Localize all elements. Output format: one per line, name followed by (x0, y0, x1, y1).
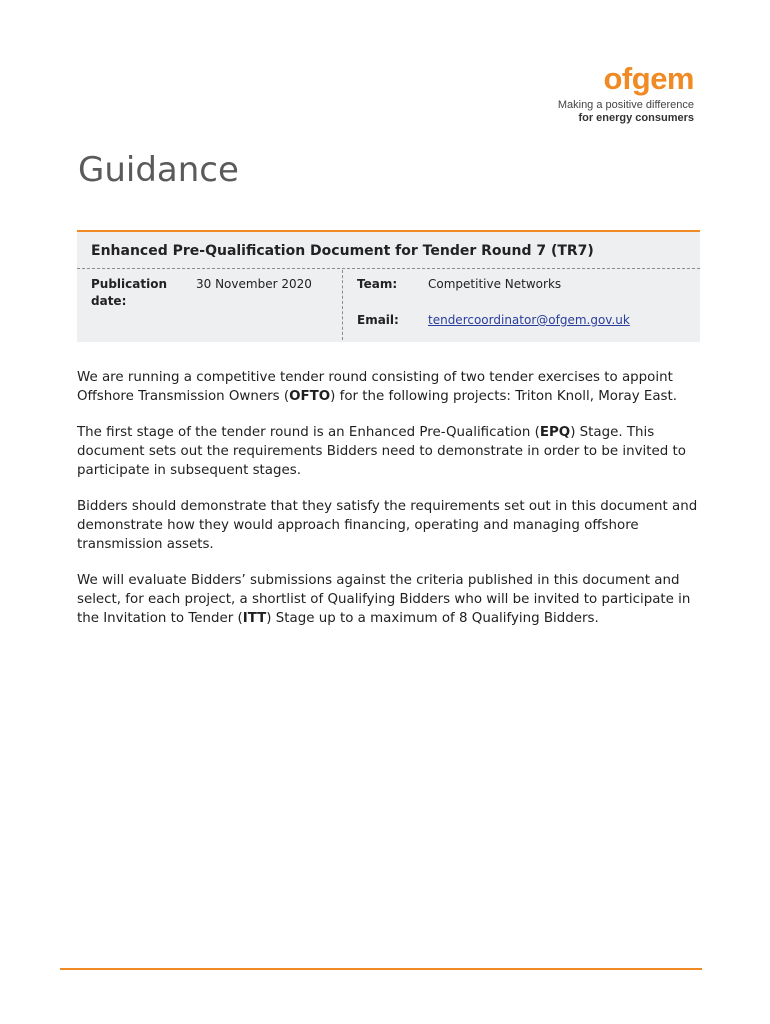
logo-wordmark: ofgem (603, 61, 694, 96)
paragraph-text: The first stage of the tender round is an Enhanced Pre-Qualification ( (77, 425, 540, 440)
paragraph-text: ) Stage. This document sets out the requirements Bidders need to demonstrate in order to be invited to participate in subsequent stages. (77, 425, 686, 478)
paragraph-text: We are running a competitive tender round consisting of two tender exercises to appoint Offshore Transmission Owners ( (77, 370, 673, 404)
publication-date-value: 30 November 2020 (196, 277, 312, 291)
document-info-box (77, 230, 700, 342)
logo-tagline-line2: for energy consumers (578, 112, 694, 124)
paragraph-evaluation (77, 571, 702, 628)
logo-tagline-line1: Making a positive difference (557, 99, 694, 111)
paragraph-text: ) Stage up to a maximum of 8 Qualifying Bidders. (266, 611, 599, 626)
paragraph-text: ) for the following projects: Triton Knoll, Moray East. (330, 389, 678, 404)
ofgem-logo (558, 62, 694, 125)
column-divider (342, 270, 343, 340)
publication-date-label (91, 276, 167, 310)
paragraph-text: We will evaluate Bidders’ submissions against the criteria published in this document and select, for each project, a shortlist of Qualifying Bidders who will be invited to participate in the Invitation to Tender ( (77, 573, 691, 626)
paragraph-first-stage (77, 423, 702, 480)
acronym-ofto: OFTO (289, 389, 331, 404)
team-label: Team: (357, 277, 398, 291)
publication-label-line1: Publication (91, 277, 168, 291)
title-divider (77, 268, 700, 269)
team-value: Competitive Networks (428, 277, 562, 291)
email-link[interactable]: tendercoordinator@ofgem.gov.uk (428, 313, 630, 327)
paragraph-intro (77, 368, 702, 406)
email-label: Email: (357, 313, 399, 327)
publication-label-line2: date: (91, 294, 127, 308)
paragraph-bidders-demonstrate: Bidders should demonstrate that they satisfy the requirements set out in this document and demonstrate how they would approach financing, operating and managing offshore transmission assets. (77, 499, 698, 552)
footer-rule (60, 968, 702, 970)
body-text (77, 368, 702, 645)
acronym-epq: EPQ (539, 425, 571, 440)
acronym-itt: ITT (242, 611, 267, 626)
document-title: Enhanced Pre-Qualification Document for Tender Round 7 (TR7) (91, 243, 594, 259)
page-title: Guidance (78, 150, 239, 190)
